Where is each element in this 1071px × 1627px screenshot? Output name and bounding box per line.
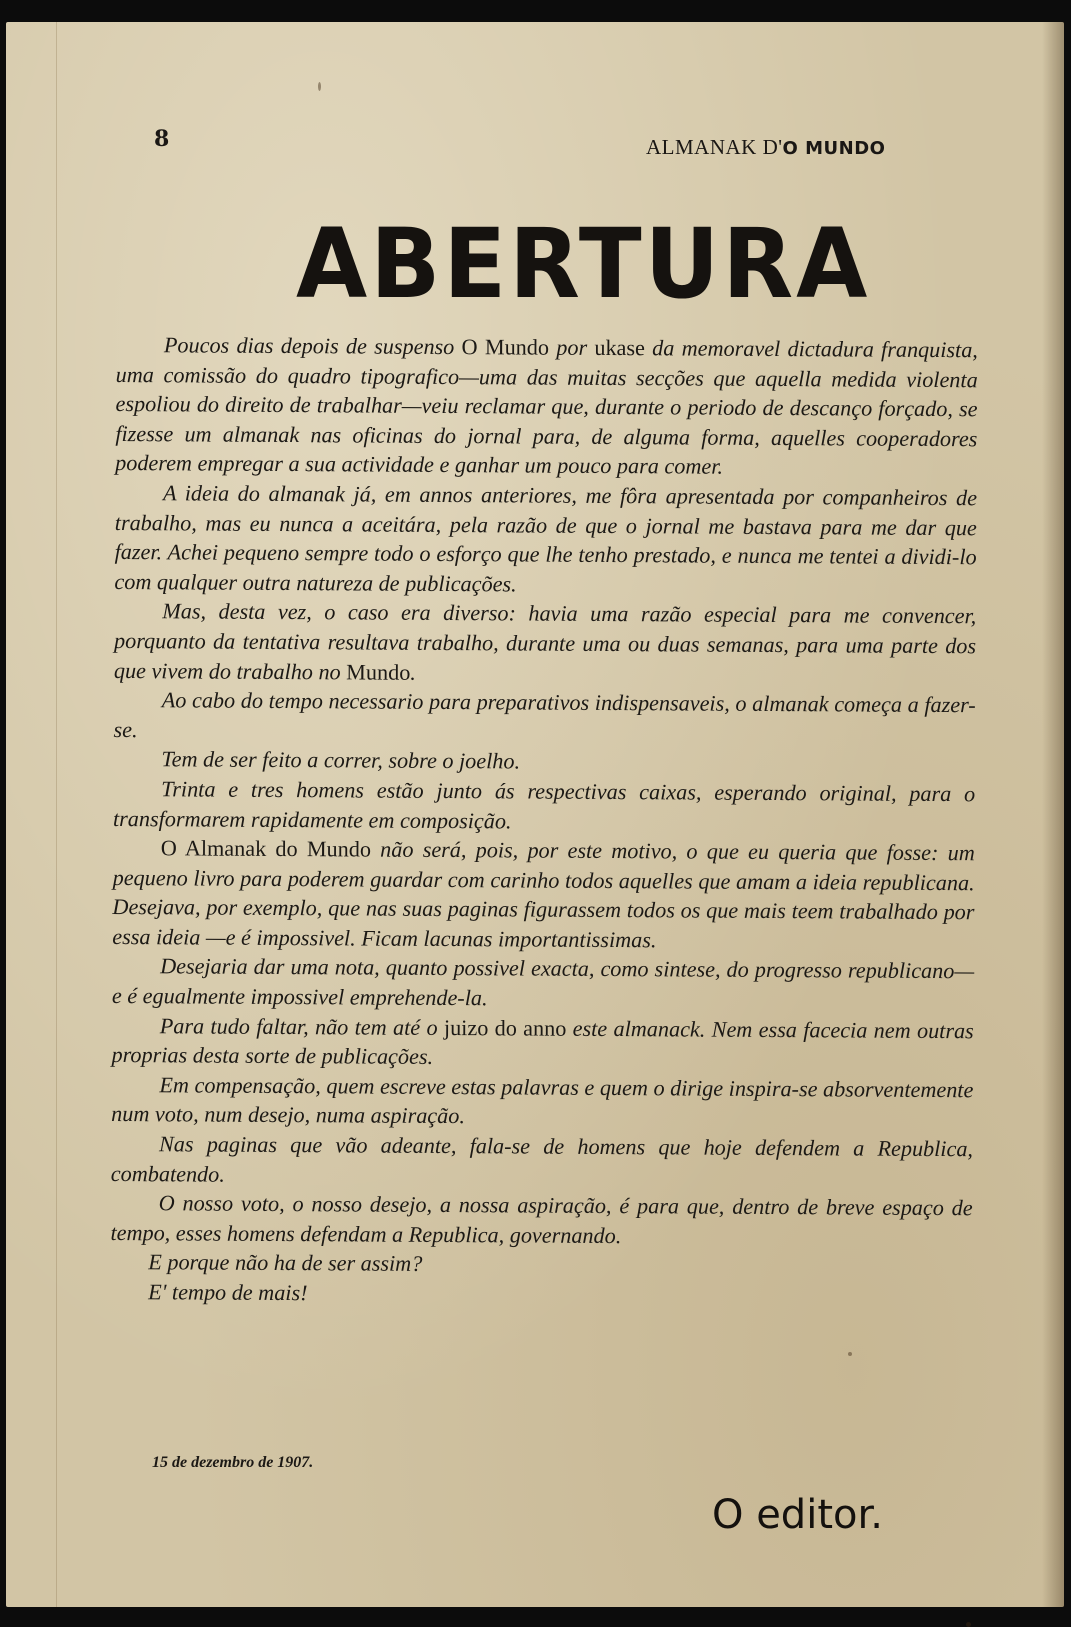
paragraph-9 [111,1011,973,1075]
paragraph-4: Ao cabo do tempo necessario para preparativos indispensaveis, o almanak começa a fazer-se. [113,687,976,742]
paper-speck [966,1622,971,1627]
page-title: ABERTURA [296,207,871,321]
paragraph-1 [115,330,978,483]
paragraph-3-end: . [410,659,416,685]
paragraph-1-lead: Poucos dias depois de suspenso [163,332,462,360]
running-head [646,135,961,160]
paragraph-12: O nosso voto, o nosso desejo, a nossa aspiração, é para que, dentro de breve espaço de tempo, esses homens defendam a Republica, governando. [110,1190,973,1248]
paragraph-8: Desejaria dar uma nota, quanto possivel exacta, como sintese, do progresso republicano—e é egualmente impossivel emprehende-la. [111,953,975,1011]
paragraph-13: E porque não ha de ser assim? [148,1249,423,1277]
page-edge-shadow [1042,22,1064,1607]
almanak-name: O Almanak do Mundo [160,835,372,862]
paragraph-6: Trinta e tres homens estão junto ás respectivas caixas, esperando original, para o transformarem rapidamente em composição. [112,776,976,833]
paragraph-7 [112,833,975,957]
paragraph-10: Em compensação, quem escreve estas palavras e quem o dirige inspira-se absorventemente num voto, num desejo, numa aspiração. [111,1072,974,1129]
paragraph-11: Nas paginas que vão adeante, fala-se de homens que hoje defendem a Republica, combatendo. [110,1131,974,1187]
paper-speck [318,82,321,91]
paragraph-5: Tem de ser feito a correr, sobre o joelho. [161,746,521,774]
signature: O editor. [712,1492,883,1538]
paragraph-3 [114,596,977,690]
page-number: 8 [154,126,170,152]
page-crease [56,22,57,1607]
running-head-prefix: ALMANAK D' [646,135,783,159]
paragraph-9-rest: este almanack. Nem essa facecia nem outras proprias desta sorte de publicações. [111,1015,974,1070]
paper-speck [848,1352,852,1356]
paragraph-3-lead: Mas, desta vez, o caso era diverso: havia uma razão especial para me convencer, porquanto da tentativa resultava trabalho, durante uma ou duas semanas, para uma parte dos que vivem do trabalho no [113,598,977,684]
paragraph-14: E' tempo de mais! [148,1279,308,1306]
paragraph-1-rest: da memoravel dictadura franquista, uma comissão do quadro tipografico—uma das muitas secções que aquella medida violenta espoliou do direito de trabalhar—veiu reclamar que, durante o periodo de descanço forçado, se fizesse um almanak nas oficinas do jornal para, de alguma forma, aquelles cooperadores poderem empregar a sua actividade e ganhar um pouco para comer. [115,335,978,480]
newspaper-name: O Mundo [461,334,550,360]
paragraph-1-mid: por [548,334,595,360]
paragraph-2: A ideia do almanak já, em annos anteriores, me fôra apresentada por companheiros de trabalho, mas eu nunca a aceitára, pela razão de que o jornal me bastava para me dar que fazer. Achei pequeno sempre todo o esforço que lhe tenho prestado, e nunca me tentei a dividi-lo com qualquer outra natureza de publicações. [114,480,978,597]
newspaper-name: Mundo [346,658,411,685]
paragraph-9-lead: Para tudo faltar, não tem até o [159,1012,445,1040]
juizo-do-anno: juizo do anno [443,1014,567,1041]
closing-lines [110,1247,972,1311]
ukase-word: ukase [594,334,646,361]
book-page [6,22,1064,1607]
running-head-title: O MUNDO [782,138,886,159]
body-text [110,330,978,1312]
dateline: 15 de dezembro de 1907. [152,1454,314,1471]
paragraph-7-rest: não será, pois, por este motivo, o que eu queria que fosse: um pequeno livro para poderem guardar com carinho todos aquelles que amam a ideia republicana. Desejava, por exemplo, que nas suas paginas figurassem todos os que mais teem trabalhado por essa ideia —e é impossivel. Ficam lacunas importantissimas. [112,836,975,953]
